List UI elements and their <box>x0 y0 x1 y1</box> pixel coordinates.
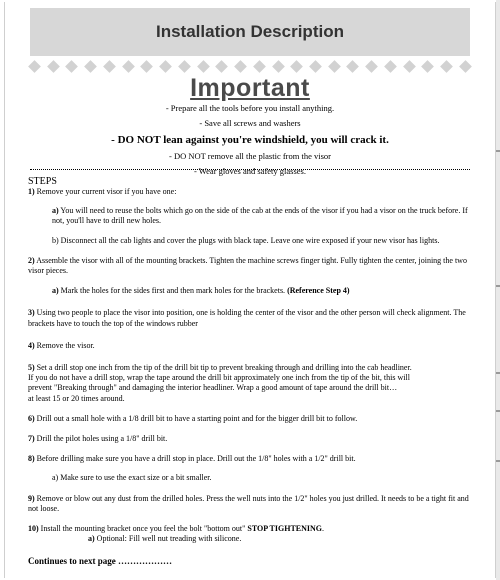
step-9: 9) Remove or blow out any dust from the drilled holes. Press the well nuts into the 1/2" holes you just drilled. It needs to be a tight fit and not loose. <box>28 493 469 513</box>
tip-windshield: - DO NOT lean against you're windshield, you will crack it. <box>111 134 389 146</box>
tip-screws: - Save all screws and washers <box>199 118 301 128</box>
step-1a: a) You will need to reuse the bolts which go on the side of the cab at the ends of the visor if you had a visor on the truck before. If not, you'll have to drill new holes. <box>52 206 468 226</box>
tip-plastic: - DO NOT remove all the plastic from the visor <box>168 151 331 161</box>
step-6: 6) Drill out a small hole with a 1/8 drill bit to have a starting point and for the bigger drill bit to follow. <box>28 413 358 423</box>
step-2a: a) Mark the holes for the sides first and then mark holes for the brackets. (Reference Step 4) <box>52 286 350 296</box>
step-8: 8) Before drilling make sure you have a drill stop in place. Drill out the 1/8" holes with a 1/2" drill bit. <box>28 454 356 464</box>
step-3: 3) Using two people to place the visor into position, one is holding the center of the visor and the other person will check alignment. The brackets have to touch the top of the windows rubber <box>28 308 466 328</box>
header-band <box>30 8 470 56</box>
step-4: 4) Remove the visor. <box>28 340 95 350</box>
step-10: 10) Install the mounting bracket once you feel the bolt "bottom out" STOP TIGHTENING. <box>28 524 325 534</box>
diamond-divider <box>30 59 470 73</box>
step-1b: b) Disconnect all the cab lights and cover the plugs with black tape. Leave one wire exposed if your new visor has lights. <box>52 235 440 245</box>
dotted-divider <box>30 169 470 170</box>
important-tips <box>0 101 500 179</box>
tip-gloves: - Wear gloves and safety glasses. <box>194 166 306 176</box>
step-8a: a) Make sure to use the exact size or a bit smaller. <box>52 473 212 483</box>
steps-heading: STEPS <box>28 176 57 187</box>
step-2: 2) Assemble the visor with all of the mounting brackets. Tighten the machine screws finger tight. Fully tighten the center, joining the two visor pieces. <box>28 255 467 276</box>
step-7: 7) Drill the pilot holes using a 1/8" drill bit. <box>28 434 168 444</box>
step-10a: a) Optional: Fill well nut treading with silicone. <box>88 534 242 544</box>
page-title: Installation Description <box>156 22 344 41</box>
important-heading: Important <box>190 74 310 102</box>
step-5: 5) Set a drill stop one inch from the tip of the drill bit tip to prevent breaking through and drilling into the cab headliner. If you do not have a drill stop, wrap the tape around the drill bit approximately one inch from the tip of the bit, this will prevent "Breaking through" and damaging the interior headliner. Wrap a good amount of tape around the drill bit… at least 15 or 20 times around. <box>28 363 412 403</box>
tip-tools: - Prepare all the tools before you install anything. <box>165 103 335 113</box>
step-1: 1) Remove your current visor if you have one: <box>28 187 177 196</box>
steps-section <box>28 176 474 567</box>
continue-note: Continues to next page ……………… <box>28 556 173 567</box>
